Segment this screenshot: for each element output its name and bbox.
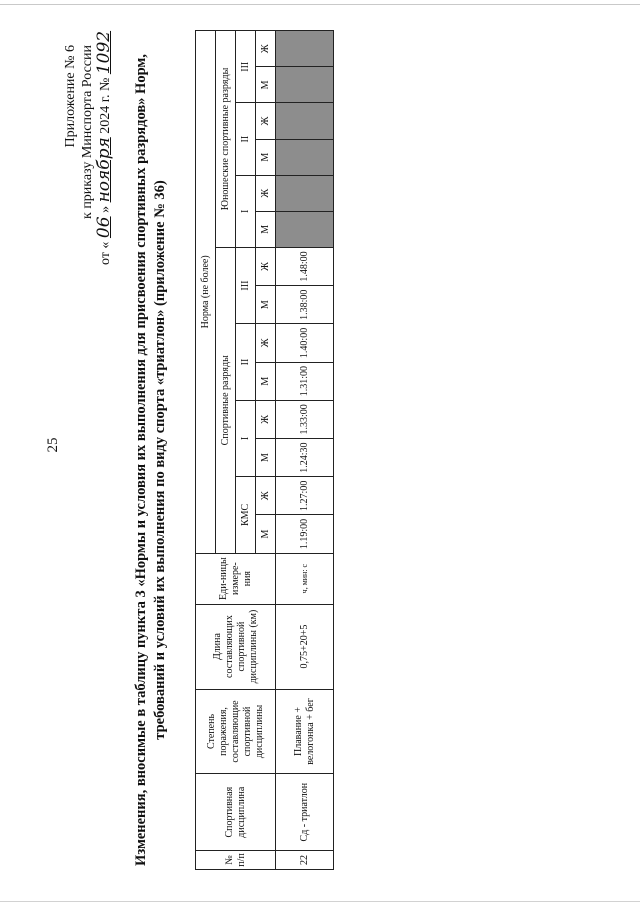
table-row xyxy=(276,31,334,870)
cell-youth-shaded xyxy=(276,175,334,211)
header-r3-f: Ж xyxy=(256,247,276,285)
header-rank-3: III xyxy=(236,247,256,323)
header-y3-f: Ж xyxy=(256,31,276,67)
header-kms-f: Ж xyxy=(256,477,276,515)
cell-r3-m: 1.38:00 xyxy=(276,286,334,324)
header-kms: КМС xyxy=(236,477,256,553)
header-length: Длина составляющих спортивной дисциплины (км) xyxy=(196,604,276,689)
header-r2-m: М xyxy=(256,362,276,400)
header-youth-rank-3: III xyxy=(236,31,256,104)
cell-kms-f: 1.27:00 xyxy=(276,477,334,515)
header-norm: Норма (не более) xyxy=(196,31,216,554)
title-line-1: Изменения, вносимые в таблицу пункта 3 «Нормы и условия их выполнения для присвоения спортивных разрядов» Норм, xyxy=(133,54,149,866)
cell-r1-f: 1.33:00 xyxy=(276,400,334,438)
header-y3-m: М xyxy=(256,67,276,103)
cell-length: 0,75+20+5 xyxy=(276,604,334,689)
header-y2-m: М xyxy=(256,139,276,175)
date-day-handwritten: 06 xyxy=(94,216,114,239)
header-y2-f: Ж xyxy=(256,103,276,139)
cell-r2-f: 1.40:00 xyxy=(276,324,334,362)
header-kms-m: М xyxy=(256,515,276,553)
date-year: 2024 г. № xyxy=(98,77,113,134)
cell-kms-m: 1.19:00 xyxy=(276,515,334,553)
header-num: № п/п xyxy=(196,850,276,869)
appendix-order: к приказу Минспорта России xyxy=(80,45,95,219)
cell-degree: Плавание + велогонка + бег xyxy=(276,689,334,774)
header-y1-f: Ж xyxy=(256,175,276,211)
header-r2-f: Ж xyxy=(256,324,276,362)
cell-num: 22 xyxy=(276,850,334,869)
date-mid: » xyxy=(98,205,113,213)
date-month-handwritten: ноября xyxy=(94,137,114,203)
header-rank-2: II xyxy=(236,324,256,400)
norms-table xyxy=(195,30,334,870)
page-number: 25 xyxy=(45,437,61,453)
header-youth-ranks: Юношеские спортивные разряды xyxy=(216,31,236,248)
header-youth-rank-1: I xyxy=(236,175,256,247)
cell-youth-shaded xyxy=(276,211,334,247)
document-title xyxy=(132,40,170,880)
header-sport-ranks: Спортивные разряды xyxy=(216,247,236,553)
order-number-handwritten: 1092 xyxy=(94,30,114,75)
cell-discipline: Сд - триатлон xyxy=(276,774,334,850)
cell-youth-shaded xyxy=(276,103,334,139)
cell-r3-f: 1.48:00 xyxy=(276,247,334,285)
header-r1-m: М xyxy=(256,438,276,476)
header-units: Еди-ницы измере-ния xyxy=(196,553,276,604)
cell-youth-shaded xyxy=(276,139,334,175)
appendix-block xyxy=(62,30,114,265)
cell-r2-m: 1.31:00 xyxy=(276,362,334,400)
date-prefix: от « xyxy=(98,241,113,265)
appendix-date-line xyxy=(94,30,114,265)
header-discipline: Спортивная дисциплина xyxy=(196,774,276,850)
header-degree: Степень поражения, составляющие спортивной дисциплины xyxy=(196,689,276,774)
cell-units: ч, мин: с xyxy=(276,553,334,604)
header-r3-m: М xyxy=(256,286,276,324)
cell-youth-shaded xyxy=(276,67,334,103)
header-y1-m: М xyxy=(256,211,276,247)
header-r1-f: Ж xyxy=(256,400,276,438)
cell-youth-shaded xyxy=(276,31,334,67)
cell-r1-m: 1.24:30 xyxy=(276,438,334,476)
header-youth-rank-2: II xyxy=(236,103,256,175)
title-line-2: требований и условий их выполнения по виду спорта «триатлон» (приложение № 36) xyxy=(152,180,168,740)
table-header-row-1 xyxy=(196,31,216,870)
appendix-title: Приложение № 6 xyxy=(63,45,78,148)
header-rank-1: I xyxy=(236,400,256,476)
